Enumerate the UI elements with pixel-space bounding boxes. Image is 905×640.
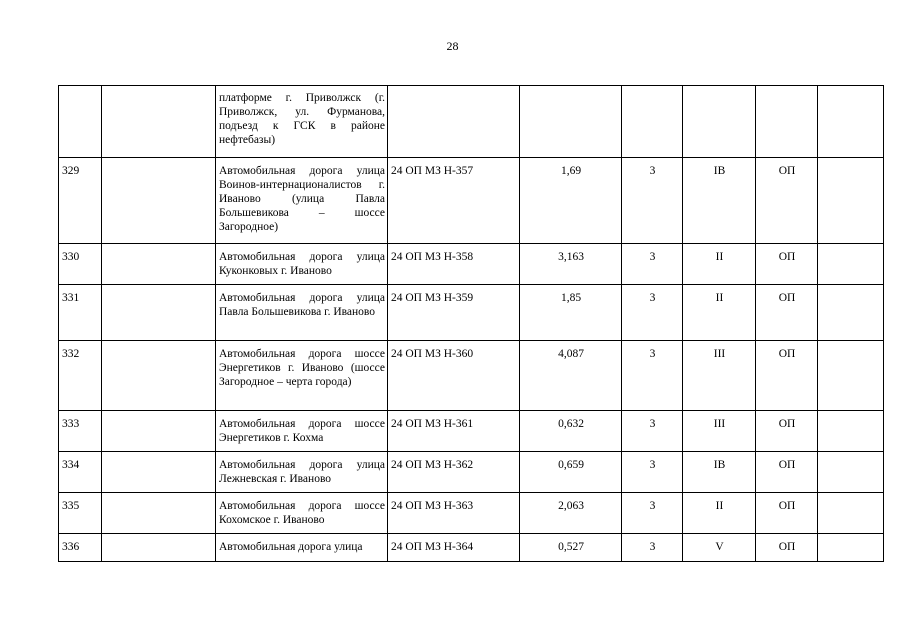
- cell-road-name: Автомобильная дорога улица Павла Большевикова г. Иваново: [216, 285, 388, 341]
- cell-length: 1,85: [520, 285, 622, 341]
- cell-road-name: Автомобильная дорога улица: [216, 534, 388, 562]
- cell-category: 3: [622, 493, 683, 534]
- cell-usage: ОП: [756, 411, 818, 452]
- cell-category: 3: [622, 452, 683, 493]
- cell-road-name: Автомобильная дорога улица Лежневская г. Иваново: [216, 452, 388, 493]
- cell-number: 332: [59, 341, 102, 411]
- cell-class: IB: [683, 452, 756, 493]
- cell-length: [520, 86, 622, 158]
- cell-road-name: Автомобильная дорога шоссе Энергетиков г. Иваново (шоссе Загородное – черта города): [216, 341, 388, 411]
- cell-length: 0,527: [520, 534, 622, 562]
- cell-road-id: 24 ОП МЗ Н-363: [388, 493, 520, 534]
- cell-blank: [102, 493, 216, 534]
- cell-road-name: платформе г. Приволжск (г. Приволжск, ул. Фурманова, подъезд к ГСК в районе нефтебазы): [216, 86, 388, 158]
- cell-number: 329: [59, 158, 102, 244]
- cell-length: 1,69: [520, 158, 622, 244]
- cell-road-name: Автомобильная дорога шоссе Кохомское г. Иваново: [216, 493, 388, 534]
- cell-road-id: 24 ОП МЗ Н-364: [388, 534, 520, 562]
- page-number: 28: [446, 39, 459, 53]
- cell-class: II: [683, 493, 756, 534]
- cell-class: II: [683, 285, 756, 341]
- cell-usage: [756, 86, 818, 158]
- cell-class: V: [683, 534, 756, 562]
- cell-length: 3,163: [520, 244, 622, 285]
- cell-length: 4,087: [520, 341, 622, 411]
- cell-blank: [102, 86, 216, 158]
- cell-number: 333: [59, 411, 102, 452]
- cell-number: 335: [59, 493, 102, 534]
- cell-empty: [818, 158, 884, 244]
- cell-number: 336: [59, 534, 102, 562]
- table-row: [59, 452, 884, 493]
- roads-table-body: [59, 86, 884, 562]
- cell-blank: [102, 411, 216, 452]
- cell-class: III: [683, 411, 756, 452]
- cell-category: 3: [622, 158, 683, 244]
- table-row: [59, 244, 884, 285]
- cell-category: 3: [622, 285, 683, 341]
- cell-usage: ОП: [756, 452, 818, 493]
- cell-road-id: 24 ОП МЗ Н-361: [388, 411, 520, 452]
- cell-category: 3: [622, 411, 683, 452]
- cell-category: [622, 86, 683, 158]
- cell-number: 331: [59, 285, 102, 341]
- cell-category: 3: [622, 244, 683, 285]
- cell-road-id: 24 ОП МЗ Н-357: [388, 158, 520, 244]
- table-row: [59, 285, 884, 341]
- cell-empty: [818, 285, 884, 341]
- table-row-continuation: [59, 86, 884, 158]
- cell-category: 3: [622, 534, 683, 562]
- cell-length: 0,659: [520, 452, 622, 493]
- cell-empty: [818, 244, 884, 285]
- cell-road-id: 24 ОП МЗ Н-358: [388, 244, 520, 285]
- cell-class: II: [683, 244, 756, 285]
- cell-usage: ОП: [756, 285, 818, 341]
- cell-class: III: [683, 341, 756, 411]
- roads-table: [58, 85, 884, 562]
- cell-blank: [102, 452, 216, 493]
- table-row: [59, 158, 884, 244]
- cell-length: 0,632: [520, 411, 622, 452]
- cell-length: 2,063: [520, 493, 622, 534]
- cell-blank: [102, 244, 216, 285]
- cell-class: [683, 86, 756, 158]
- cell-number: [59, 86, 102, 158]
- cell-empty: [818, 534, 884, 562]
- cell-road-name: Автомобильная дорога улица Куконковых г. Иваново: [216, 244, 388, 285]
- cell-road-name: Автомобильная дорога улица Воинов-интернационалистов г. Иваново (улица Павла Большевикова – шоссе Загородное): [216, 158, 388, 244]
- cell-empty: [818, 411, 884, 452]
- cell-blank: [102, 285, 216, 341]
- cell-blank: [102, 158, 216, 244]
- cell-usage: ОП: [756, 341, 818, 411]
- cell-category: 3: [622, 341, 683, 411]
- table-row: [59, 534, 884, 562]
- cell-blank: [102, 534, 216, 562]
- cell-blank: [102, 341, 216, 411]
- cell-number: 334: [59, 452, 102, 493]
- cell-road-name: Автомобильная дорога шоссе Энергетиков г. Кохма: [216, 411, 388, 452]
- cell-usage: ОП: [756, 534, 818, 562]
- cell-road-id: 24 ОП МЗ Н-360: [388, 341, 520, 411]
- table-row: [59, 411, 884, 452]
- cell-usage: ОП: [756, 244, 818, 285]
- cell-road-id: [388, 86, 520, 158]
- cell-empty: [818, 341, 884, 411]
- cell-number: 330: [59, 244, 102, 285]
- cell-empty: [818, 86, 884, 158]
- cell-usage: ОП: [756, 493, 818, 534]
- cell-road-id: 24 ОП МЗ Н-362: [388, 452, 520, 493]
- table-row: [59, 341, 884, 411]
- cell-empty: [818, 452, 884, 493]
- cell-road-id: 24 ОП МЗ Н-359: [388, 285, 520, 341]
- table-row: [59, 493, 884, 534]
- cell-usage: ОП: [756, 158, 818, 244]
- cell-empty: [818, 493, 884, 534]
- cell-class: IB: [683, 158, 756, 244]
